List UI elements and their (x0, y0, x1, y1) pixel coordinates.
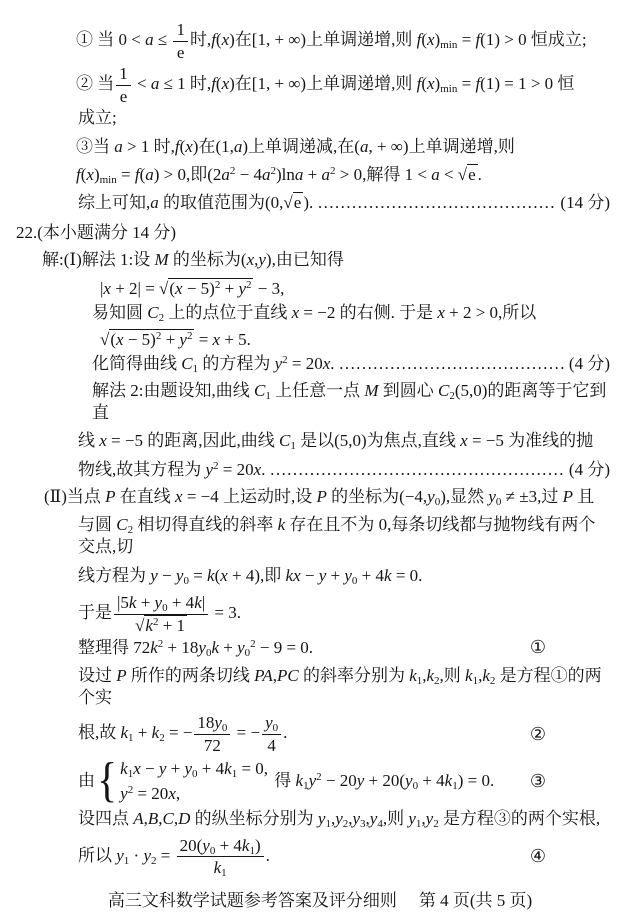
case-2-continuation: 成立; (78, 108, 117, 128)
eq-abs-distance: |x + 2| = √ $(x - 5)^2 + y^2 - 3$, (100, 278, 610, 300)
footer-title: 高三文科数学试题参考答案及评分细则 (107, 891, 397, 910)
part2-intro-line: (Ⅱ)当点 P 在直线 x = −4 上运动时,设 P 的坐标为$(-4,y_0)$,显然 $y_0 \ne \pm 3$,过 P 且 (44, 487, 595, 509)
equation-number-badge: ④ (529, 846, 546, 867)
case-2-line: ② 当 $\frac{1}{e}$ < a ≤ 1 时,f(x)在[1, + ∞)上单调递增,则 $f(x)_{min} = f(1) = 1 > 0$ 恒 (76, 64, 575, 106)
method2-line-1: 解法 2:由题设知,曲线 $C_1$ 上任意一点 M 到圆心 $C_2(5,0)$的距离等于它到直 (92, 380, 607, 422)
equation-4-product-line: 所以 $y_1 \cdot y_2$ = $\frac{20(y_0 + 4k_1)}{k_1}$ . ④ (78, 835, 546, 880)
method2-line-2: 线 x = −5 的距离,因此,曲线 $C_1$ 是以(5,0)为焦点,直线 x = −5 为准线的抛 (78, 431, 594, 453)
tangent-slope-line: 与圆 $C_2$ 相切得直线的斜率 k 存在且不为 0,每条切线都与抛物线有两个交点,切 (78, 514, 596, 557)
solution-part1-method1: 解:(Ⅰ)解法 1:设 M 的坐标为(x,y),由已知得 (42, 250, 344, 270)
equation-number-badge: ② (529, 723, 546, 744)
tangent-equation-line: 线方程为 $y - y_0 = k(x + 4)$,即 kx − $y + y_0 + 4k = 0$. (78, 565, 423, 587)
case-3-continuation: $f(x)_{min} = f(a) > 0$,即$(2a^2 - 4a^2)\ln a + a^2 > 0$,解得 1 < a < √ e . (76, 164, 610, 186)
page-footer (0, 886, 640, 911)
footer-page-number: 第 4 页(共 5 页) (418, 891, 533, 910)
equation-number-badge: ③ (529, 770, 546, 791)
equation-2-line: 根,故 $k_1 + k_2$ = − $\frac{18y_0}{72}$ = − $\frac{y_0}{4}$ . ② (78, 713, 546, 756)
problem-22-header: 22.(本小题满分 14 分) (16, 222, 177, 242)
curve-c1-equation-line: 化简得曲线 $C_1$ 的方程为 $y^2 = 20x$. …………………………………………………………………………………………………… (4 分) (92, 353, 610, 375)
circle-right-side-line: 易知圆 $C_2$ 上的点位于直线 x = −2 的右侧. 于是 x + 2 > 0,所以 (92, 303, 537, 325)
four-points-line: 设四点 A,B,C,D 的纵坐标分别为 $y_1,y_2,y_3,y_4$,则 $y_1,y_2$ 是方程③的两个实根, (78, 809, 601, 831)
equation-3-system-line: 由 { $k_1x - y + y_0 + 4k_1 = 0$, $y^2 = 20x$, 得 $k_1y^2 - 20y + 20(y_0 + 4k_1) = 0$. ③ (78, 754, 546, 807)
method2-line-3: 物线,故其方程为 $y^2 = 20x$. …………………………………………………………………………………………………… (4 分) (78, 459, 610, 481)
two-tangents-line: 设过 P 所作的两条切线 PA,PC 的斜率分别为 $k_1,k_2$,则 $k_1,k_2$ 是方程①的两个实 (78, 665, 602, 708)
distance-fraction-equation: 于是 $|5k + y_0 + 4k|$ √ $k^2 + 1$ = 3. (78, 593, 610, 635)
conclusion-range-line: 综上可知,a 的取值范围为(0, √ e ). …………………………………………………………………………………………………… (14 分) (78, 192, 610, 214)
eq-sqrt-simplified: √ $(x - 5)^2 + y^2 = x + 5$. (100, 329, 610, 351)
case-3-line: ③当 a > 1 时,f(x)在(1,a)上单调递减,在(a, + ∞)上单调递增,则 (76, 136, 515, 156)
equation-number-badge: ① (529, 637, 546, 658)
equation-1-line: 整理得 $72k^2 + 18y_0k + y_0^2 - 9 = 0$. ① (78, 637, 546, 660)
case-1-line: ① 当 0 < a ≤ $\frac{1}{e}$ 时,f(x)在[1, + ∞)上单调递增,则 $f(x)_{min} = f(1) > 0$ 恒成立; (76, 20, 587, 62)
